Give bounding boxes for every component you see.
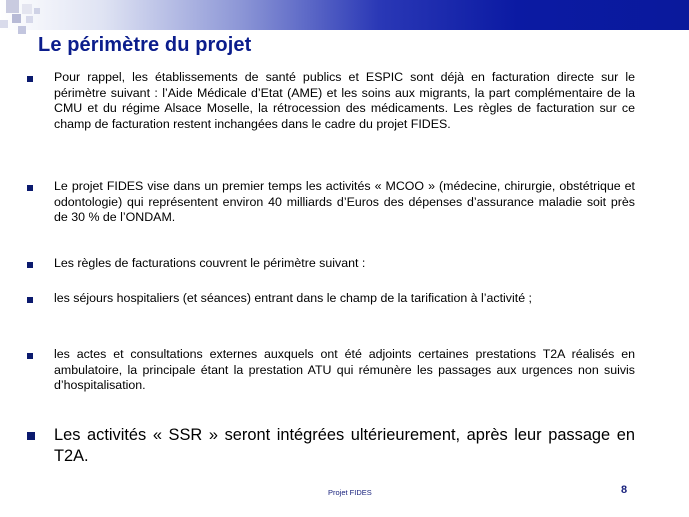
- bullet-marker: [27, 76, 33, 82]
- bullet-text: Le projet FIDES vise dans un premier temps les activités « MCOO » (médecine, chirurgie, obstétrique et odontologie) qui représentent environ 40 milliards d’Euros des dépenses d’assurance maladie soit près de 30 % de l’ONDAM.: [54, 179, 635, 225]
- page-number: 8: [621, 484, 628, 496]
- bullet-text: Les règles de facturations couvrent le périmètre suivant :: [54, 256, 366, 270]
- bullet-text: les séjours hospitaliers (et séances) entrant dans le champ de la tarification à l’activité ;: [54, 291, 532, 305]
- slide-title: Le périmètre du projet: [38, 34, 252, 56]
- footer-label: Projet FIDES: [328, 488, 372, 497]
- bullet-marker: [27, 185, 33, 191]
- bullet-marker: [27, 353, 33, 359]
- bullet-text: les actes et consultations externes auxquels ont été adjoints certaines prestations T2A réalisés en ambulatoire, la principale étant la prestation ATU qui rémunère les passages aux urgences non suivis d’hospitalisation.: [54, 347, 635, 393]
- bullet-text: Pour rappel, les établissements de santé publics et ESPIC sont déjà en facturation directe sur le périmètre suivant : l’Aide Médicale d’Etat (AME) et les soins aux migrants, la part complémentaire de la CMU et du régime Alsace Moselle, la rétrocession des médicaments. Les règles de facturation sur ce champ de facturation restent inchangées dans le cadre du projet FIDES.: [54, 70, 635, 131]
- bullet-text-large: Les activités « SSR » seront intégrées ultérieurement, après leur passage en T2A.: [54, 426, 635, 465]
- header-gradient-band: [0, 0, 689, 30]
- bullet-marker: [27, 432, 35, 440]
- bullet-marker: [27, 262, 33, 268]
- bullet-marker: [27, 297, 33, 303]
